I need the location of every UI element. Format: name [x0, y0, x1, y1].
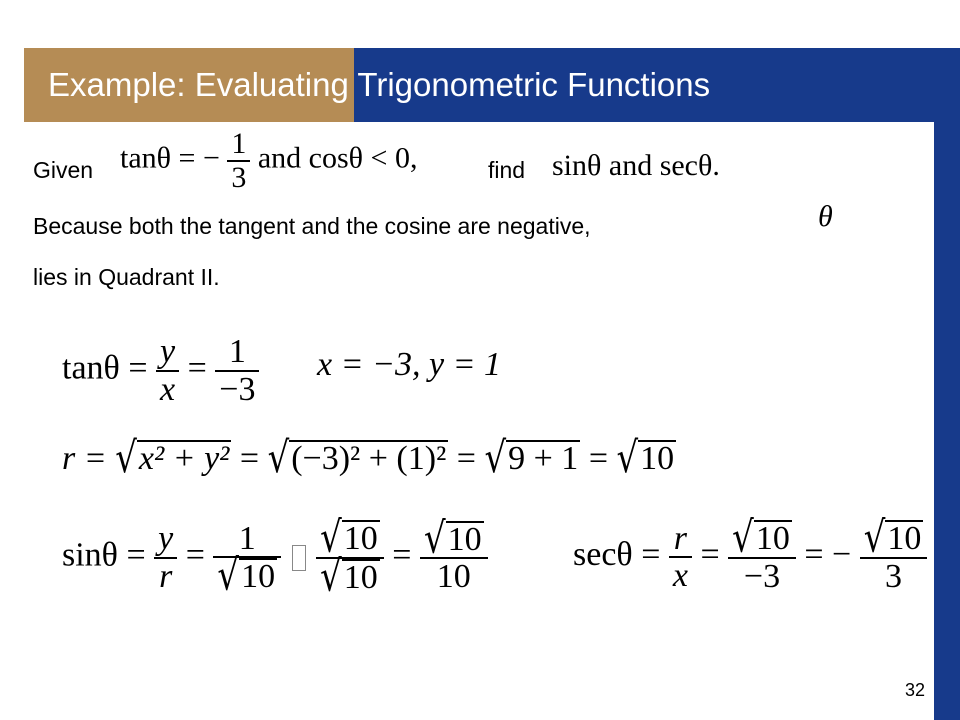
sec-frac3-num-radicand: 10 — [887, 520, 922, 557]
equation-sec — [573, 512, 927, 595]
radicand-2: (−3)² + (1)² — [291, 440, 447, 477]
sec-frac3-num — [860, 512, 928, 563]
given-fraction — [227, 128, 250, 193]
equation-sin — [62, 512, 488, 602]
page-number: 32 — [905, 680, 926, 700]
radicand-3: 9 + 1 — [508, 440, 579, 477]
radicand-4: 10 — [640, 440, 675, 477]
sin-fraction-3 — [316, 512, 384, 602]
sec-frac1-den: x — [672, 557, 688, 595]
equation-r — [62, 433, 676, 483]
tan-eq: = — [187, 349, 207, 387]
sin-fraction-2 — [213, 519, 281, 601]
given-lhs: tanθ = − — [120, 141, 220, 175]
explanation-line-2: lies in Quadrant II. — [33, 264, 220, 290]
sin-frac1-den: r — [159, 557, 173, 595]
sin-eq-1: = — [185, 536, 205, 574]
title-bar — [24, 48, 960, 122]
sqrt-icon: √ — [732, 512, 754, 563]
given-fraction-den: 3 — [231, 160, 247, 194]
sin-frac2-num: 1 — [213, 521, 281, 559]
tan-frac-num: y — [156, 334, 179, 372]
sqrt-icon: √ — [217, 550, 240, 601]
sin-lhs: sinθ = — [62, 536, 146, 574]
explanation-line-1: Because both the tangent and the cosine are negative, — [33, 213, 591, 239]
sqrt-icon: √ — [267, 433, 290, 483]
given-fraction-num: 1 — [227, 128, 250, 162]
find-expression: sinθ and secθ. — [552, 149, 720, 182]
sin-fraction-yr — [154, 521, 177, 594]
radicand-1: x² + y² — [138, 440, 230, 477]
sin-eq-2: = — [392, 536, 412, 574]
sin-fraction-4 — [420, 513, 488, 596]
sqrt-icon: √ — [863, 512, 886, 563]
given-label: Given — [33, 157, 94, 183]
r-eq-1: = — [239, 440, 260, 477]
sqrt-icon: √ — [115, 433, 137, 483]
sqrt-icon: √ — [484, 433, 507, 483]
sec-lhs: secθ = — [573, 535, 661, 573]
sec-frac2-num — [728, 512, 796, 563]
sec-frac2-num-radicand: 10 — [755, 520, 790, 557]
sqrt-icon: √ — [320, 512, 342, 563]
xy-values: x = −3, y = 1 — [317, 346, 502, 383]
given-rest: and cosθ < 0, — [257, 141, 418, 175]
r-lhs: r = — [62, 440, 107, 477]
sin-frac2-den — [213, 550, 281, 601]
sec-fraction-2 — [728, 512, 796, 595]
theta-symbol: θ — [818, 200, 833, 233]
sec-eq-1: = — [700, 535, 720, 573]
sec-eq-2: = − — [804, 535, 852, 573]
slide-title: Example: Evaluating Trigonometric Functions — [48, 66, 711, 103]
sin-frac4-num-radicand: 10 — [447, 520, 482, 558]
right-accent-band — [934, 122, 960, 720]
sin-frac2-den-radicand: 10 — [241, 558, 276, 596]
tan-fraction-values — [215, 334, 259, 407]
placeholder-box — [292, 545, 306, 571]
sqrt-icon: √ — [616, 433, 639, 483]
sec-frac1-num: r — [669, 521, 692, 559]
sin-frac4-num — [420, 513, 488, 564]
sec-fraction-3 — [860, 512, 928, 595]
given-expression — [120, 128, 417, 193]
sin-frac4-den: 10 — [436, 558, 471, 596]
tan-frac2-num: 1 — [215, 334, 259, 372]
tan-lhs: tanθ = — [62, 349, 148, 387]
equation-tan — [62, 334, 259, 407]
tan-fraction-yx — [156, 334, 179, 407]
tan-frac2-den: −3 — [219, 370, 256, 408]
sqrt-icon: √ — [320, 551, 342, 602]
sin-frac3-den — [316, 551, 384, 602]
sec-fraction-rx — [669, 521, 692, 594]
r-eq-2: = — [456, 440, 476, 477]
sin-frac3-den-radicand: 10 — [343, 558, 378, 596]
sec-frac2-den: −3 — [743, 557, 781, 595]
sec-frac3-den: 3 — [885, 557, 903, 595]
sqrt-icon: √ — [423, 513, 446, 564]
tan-frac-den: x — [160, 370, 176, 408]
sin-frac1-num: y — [154, 521, 177, 559]
sin-frac3-num-radicand: 10 — [343, 520, 378, 557]
r-eq-3: = — [588, 440, 608, 477]
find-label: find — [488, 157, 526, 183]
